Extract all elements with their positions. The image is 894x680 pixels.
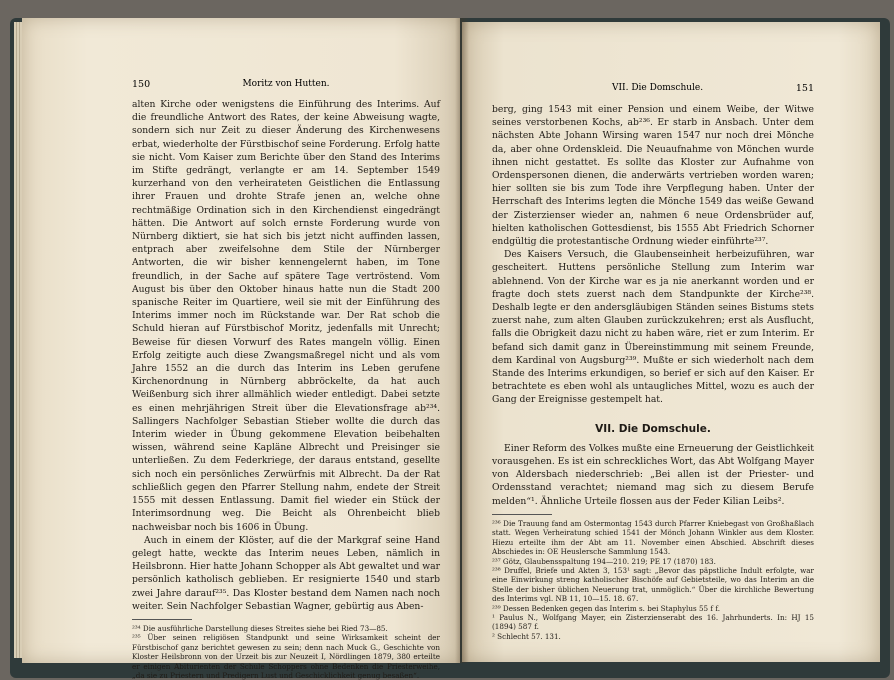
right-paragraph-1: berg, ging 1543 mit einer Pension und einem Weibe, der Witwe seines verstorbenen Kochs, ab²³⁶. Er starb in Ansbach. Unter dem nächsten Abte Johann Wirsing waren 1547 nur noch drei Mönche da, aber ohne Ordenskleid. Die Neuaufnahme von Mönchen wurde ihnen nicht gestattet. Es sollte das Kloster zur Aufnahme von Ordenspersonen dienen, die anderwärts vertrieben worden waren; hier sollten sie bis zum Tode ihre Verpflegung haben. Unter der Herrschaft des Interims legten die Mönche 1549 das weiße Gewand der Zisterzienser wieder an, nahmen 6 neue Ordensbrüder auf, hielten katholischen Gottesdienst, bis 1555 Abt Friedrich Schorner endgültig die protestantische Ordnung wieder einführte²³⁷.	[492, 104, 814, 248]
footnote-2: ² Schlecht 57. 131.	[492, 631, 561, 641]
right-running-head: VII. Die Domschule.	[612, 83, 704, 93]
footnote-separator	[492, 514, 552, 515]
left-paragraph-2: Auch in einem der Klöster, auf die der Markgraf seine Hand gelegt hatte, weckte das Interim neues Leben, nämlich in Heilsbronn. Hier hatte Johann Schopper als Abt gewaltet und war persönlich katholisch geblieben. Er resignierte 1540 und starb zwei Jahre darauf²³⁵. Das Kloster bestand dem Namen nach noch weiter. Sein Nachfolger Sebastian Wagner, gebürtig aus Aben-	[132, 534, 441, 612]
right-footnotes	[492, 519, 814, 641]
right-page-number: 151	[795, 83, 814, 94]
footnote-1: ¹ Paulus N., Wolfgang Mayer, ein Zisterzienserabt des 16. Jahrhunderts. In: HJ 15 (1894) 587 f.	[492, 612, 814, 632]
right-running-header	[492, 83, 814, 97]
footnote-separator	[132, 619, 192, 620]
section-paragraph: Einer Reform des Volkes mußte eine Erneuerung der Geistlichkeit vorausgehen. Es ist ein schreckliches Wort, das Abt Wolfgang Mayer von Aldersbach niederschrieb: „Bei allen ist der Priester- und Ordensstand verachtet; niemand mag sich zu diesem Berufe melden“¹. Ähnliche Urteile flossen aus der Feder Kilian Leibs².	[492, 442, 814, 507]
right-paragraph-2: Des Kaisers Versuch, die Glaubenseinheit herbeizuführen, war gescheitert. Huttens persönliche Stellung zum Interim war ablehnend. Von der Kirche war es ja nie anerkannt worden und er fragte doch stets zuerst nach dem Standpunkte der Kirche²³⁸. Deshalb legte er den andersgläubigen Ständen seines Bistums stets zuerst nahe, zum alten Glauben zurückzukehren; erst als Ausflucht, falls die Obrigkeit dazu nicht zu haben wäre, riet er zum Interim. Er befand sich damit ganz in Übereinstimmung mit seinem Freunde, dem Kardinal von Augsburg²³⁹. Mußte er sich wiederholt nach dem Stande des Interims erkundigen, so berief er sich auf den Kaiser. Er betrachtete es eben wohl als untaugliches Mittel, wozu es auch der Gang der Ereignisse gestempelt hat.	[492, 249, 814, 406]
footnote-236: ²³⁶ Die Trauung fand am Ostermontag 1543 durch Pfarrer Kniebegast von Großhaßlach statt. Wegen Verheiratung schied 1541 der Mönch Johann Winkler aus dem Kloster. Hiezu erteilte ihm der Abt am 11. November einen Abschied. Abschrift dieses Abschiedes in: OE Heuslersche Sammlung 1543.	[492, 518, 814, 557]
left-paragraph-1: alten Kirche oder wenigstens die Einführung des Interims. Auf die freundliche Antwort des Rates, der keine Abweisung wagte, sondern sich nur Zeit zu dieser Änderung des Kirchenwesens erbat, wiederholte der Fürstbischof seine Forderung. Erfolg hatte sie nicht. Vom Kaiser zum Berichte über den Stand des Interims im Stifte gedrängt, verlangte er am 14. September 1549 kurzerhand von den verheirateten Geistlichen die Entlassung ihrer Frauen und drohte Strafe jenen an, welche ohne rechtmäßige Ordination sich in den Kirchendienst eingedrängt hätten. Die Antwort auf solch ernste Forderung wurde von Nürnberg diktiert, sie hat sich bis jetzt nicht auffinden lassen, entprach aber zweifelsohne dem Stile der Nürnberger Antworten, die wir bisher kennengelernt haben, im Tone freundlich, in der Sache auf spätere Tage vertröstend. Vom August bis über den Oktober hinaus hatte nun die Stadt 200 spanische Reiter im Quartiere, weil sie mit der Einführung des Interims immer noch im Rückstande war. Der Rat schob die Schuld hieran auf Fürstbischof Moritz, jedenfalls mit Unrecht; Beweise für diesen Vorwurf des Rates mangeln völlig. Einen Erfolg zeitigte auch diese Zwangsmaßregel nicht und als vom Jahre 1552 an die durch das Interim ins Leben gerufene Kirchenordnung in Nürnberg abbröckelte, da hat auch Weißenburg sich ihrer allmählich wieder entledigt. Dabei setzte es einen mehrjährigen Streit über die Elevationsfrage ab²³⁴. Sallingers Nachfolger Sebastian Stieber wollte die durch das Interim wieder in Übung gekommene Elevation beibehalten wissen, während seine Kapläne Albrecht und Preisinger sie unterließen. Zu dem Federkriege, der daraus entstand, gesellte sich noch ein persönliches Zerwürfnis mit Albrecht. Da der Rat schließlich gegen den Pfarrer Stellung nahm, endete der Streit 1555 mit dessen Entlassung. Damit fiel wieder ein Stück der Interimsordnung weg. Die Beicht als Ohrenbeicht blieb nachweisbar noch bis 1606 in Übung.	[132, 99, 440, 533]
left-running-header	[132, 79, 440, 93]
footnote-235: ²³⁵ Über seinen religiösen Standpunkt und seine Wirksamkeit scheint der Fürstbischof ganz berichtet gewesen zu sein; denn nach Muck G., Geschichte von Kloster Heilsbronn von der Urzeit bis zur Neuzeit I, Nördlingen 1879, 380 erteilte er einigen Abiturienten der Schule Schoppers ohne Bedenken die Priesterweihe, „da sie zu Priestern und Predigern Lust und Geschicklichkeit genug besaßen“.	[132, 633, 440, 680]
book-gutter	[455, 18, 469, 663]
right-page-body	[492, 103, 814, 641]
footnote-239: ²³⁹ Dessen Bedenken gegen das Interim s. bei Staphylus 55 f f.	[492, 603, 721, 613]
footnote-237: ²³⁷ Götz, Glaubensspaltung 194—210. 219; PE 17 (1870) 183.	[492, 556, 716, 566]
right-page	[462, 22, 880, 662]
left-footnotes	[132, 624, 440, 680]
left-running-head: Moritz von Hutten.	[242, 79, 330, 89]
left-page-number: 150	[132, 79, 151, 90]
footnote-234: ²³⁴ Die ausführliche Darstellung dieses Streites siehe bei Ried 73—85.	[132, 623, 388, 633]
left-page-body	[132, 98, 440, 680]
section-heading: VII. Die Domschule.	[595, 422, 711, 435]
left-page	[22, 18, 460, 680]
footnote-238: ²³⁸ Druffel, Briefe und Akten 3, 153¹ sagt: „Bevor das päpstliche Indult erfolgte, war eine Einwirkung streng katholischer Bischöfe auf Gebietsteile, wo das Interim an die Stelle der bisher üblichen Neuerung trat, unmöglich.“ Über die kirchliche Bewertung des Interims vgl. NB 11, 10—15. 18. 67.	[492, 565, 814, 604]
